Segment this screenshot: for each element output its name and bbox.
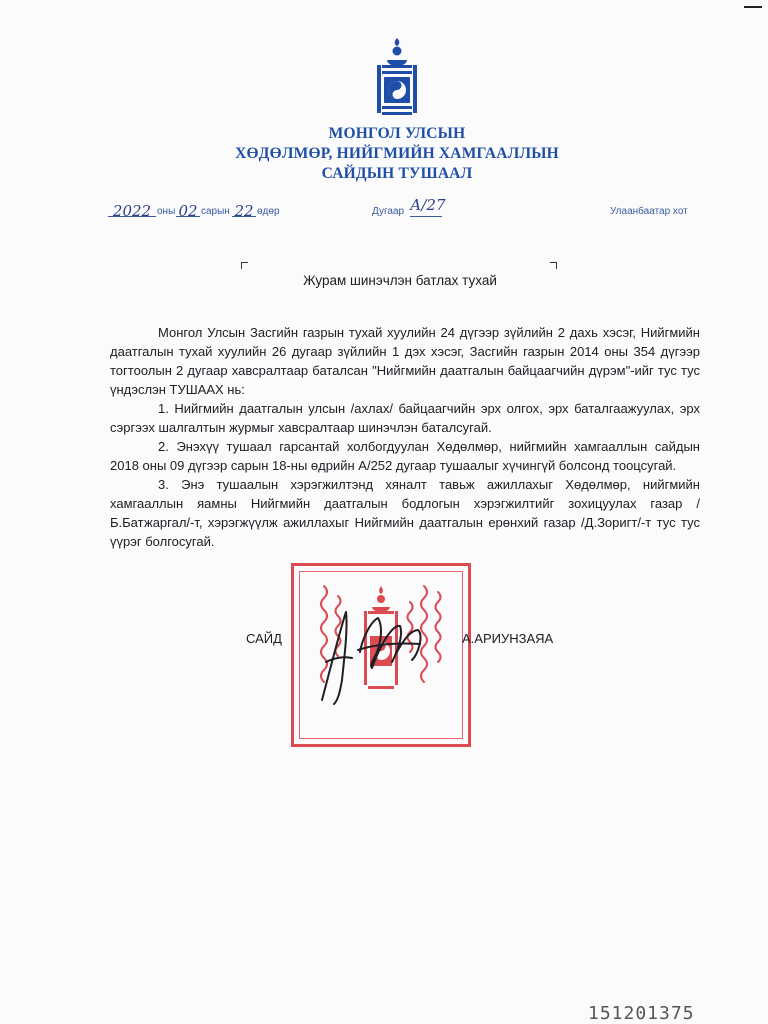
soyombo-emblem-icon bbox=[374, 38, 420, 122]
date-month: 02 bbox=[176, 202, 200, 217]
body-item-1: 1. Нийгмийн даатгалын улсын /ахлах/ байцаагчийн эрх олгох, эрх баталгаажуулах, эрх сэргээх шалгалтын журмыг хавсралтаар шинэчлэн баталсугай. bbox=[110, 401, 700, 435]
date-number-row bbox=[0, 196, 768, 222]
signatory-title: САЙД bbox=[246, 631, 282, 646]
header-line-2: ХӨДӨЛМӨР, НИЙГМИЙН ХАМГААЛЛЫН bbox=[235, 145, 559, 162]
handwritten-signature bbox=[300, 600, 450, 720]
date-day-label: өдөр bbox=[257, 206, 280, 217]
body-item-3: 3. Энэ тушаалын хэрэгжилтэнд хяналт тавьж ажиллахыг Хөдөлмөр, нийгмийн хамгааллын яамны Нийгмийн даатгалын бодлогын хэрэгжилтийг зохицуулах газар /Б.Батжаргал/-т, хэрэгжүүлж ажиллахыг Нийгмийн даатгалын ерөнхий газар /Д.Зоригт/-т тус тус үүрэг болгосугай. bbox=[110, 477, 700, 549]
body-intro: Монгол Улсын Засгийн газрын тухай хуулийн 24 дүгээр зүйлийн 2 дахь хэсэг, Нийгмийн даатгалын тухай хуулийн 26 дугаар зүйлийн 1 дэх хэсэг, Засгийн газрын 2014 оны 354 дүгээр тогтоолын 2 дугаар хавсралтаар баталсан "Нийгмийн даатгалын байцаагчийн дүрэм"-ийг тус тус үндэслэн ТУШААХ нь: bbox=[110, 325, 700, 397]
serial-number: 151201375 bbox=[588, 1003, 695, 1024]
document-body bbox=[110, 323, 700, 551]
ministry-header bbox=[150, 124, 644, 184]
corner-mark bbox=[744, 6, 762, 8]
body-item-2: 2. Энэхүү тушаал гарсантай холбогдуулан Хөдөлмөр, нийгмийн хамгааллын сайдын 2018 оны 09 дүгээр сарын 18-ны өдрийн А/252 дугаар тушаалыг хүчингүй болсонд тооцсугай. bbox=[110, 439, 700, 473]
subject-corner-left bbox=[241, 262, 248, 269]
signatory-name: А.АРИУНЗАЯА bbox=[462, 631, 554, 646]
date-year-label: оны bbox=[157, 206, 176, 217]
date-month-label: сарын bbox=[201, 206, 230, 217]
document-subject: Журам шинэчлэн батлах тухай bbox=[303, 273, 497, 288]
subject-corner-right bbox=[550, 262, 557, 269]
date-day: 22 bbox=[232, 202, 256, 217]
header-line-1: МОНГОЛ УЛСЫН bbox=[328, 125, 466, 142]
place-label: Улаанбаатар хот bbox=[610, 206, 688, 217]
number-label: Дугаар bbox=[372, 206, 405, 217]
header-line-3: САЙДЫН ТУШААЛ bbox=[321, 165, 473, 182]
order-number: А/27 bbox=[410, 196, 442, 217]
date-year: 2022 bbox=[108, 202, 156, 217]
